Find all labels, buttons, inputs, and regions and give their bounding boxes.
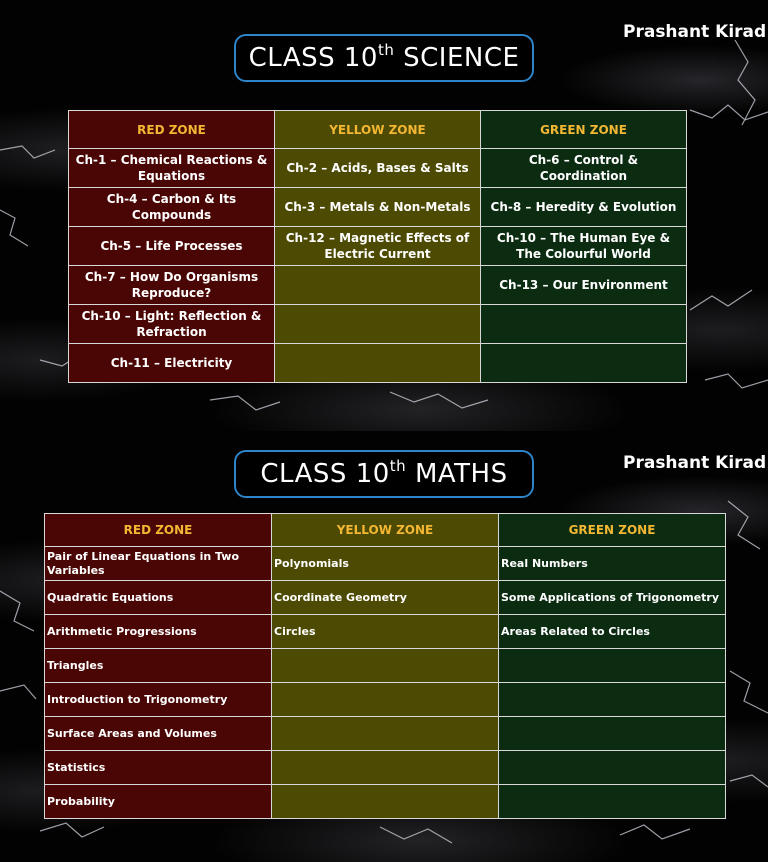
red-zone-cell: Ch-5 – Life Processes [69, 227, 275, 266]
yellow-zone-cell: Circles [272, 615, 499, 649]
table-row [45, 547, 726, 581]
green-zone-cell [499, 683, 726, 717]
table-header-row [69, 111, 687, 149]
green-zone-cell [481, 344, 687, 383]
yellow-zone-header: YELLOW ZONE [275, 111, 481, 149]
yellow-zone-cell [275, 344, 481, 383]
green-zone-cell: Some Applications of Trigonometry [499, 581, 726, 615]
table-row [45, 615, 726, 649]
red-zone-header: RED ZONE [69, 111, 275, 149]
red-zone-cell: Arithmetic Progressions [45, 615, 272, 649]
table-row [69, 344, 687, 383]
brand-name: Prashant Kirad [623, 453, 767, 473]
table-row [45, 649, 726, 683]
green-zone-cell: Ch-10 – The Human Eye & The Colourful World [481, 227, 687, 266]
red-zone-cell: Ch-7 – How Do Organisms Reproduce? [69, 266, 275, 305]
red-zone-cell: Ch-10 – Light: Reflection & Refraction [69, 305, 275, 344]
red-zone-cell: Ch-4 – Carbon & Its Compounds [69, 188, 275, 227]
science-zone-table [68, 110, 687, 383]
table-row [45, 683, 726, 717]
table-header-row [45, 514, 726, 547]
red-zone-cell: Surface Areas and Volumes [45, 717, 272, 751]
red-zone-cell: Ch-11 – Electricity [69, 344, 275, 383]
yellow-zone-cell [272, 717, 499, 751]
table-row [69, 227, 687, 266]
yellow-zone-cell [275, 266, 481, 305]
green-zone-cell: Real Numbers [499, 547, 726, 581]
green-zone-header: GREEN ZONE [481, 111, 687, 149]
yellow-zone-cell: Polynomials [272, 547, 499, 581]
yellow-zone-cell [272, 751, 499, 785]
yellow-zone-cell: Ch-2 – Acids, Bases & Salts [275, 149, 481, 188]
red-zone-cell: Pair of Linear Equations in Two Variables [45, 547, 272, 581]
red-zone-cell: Statistics [45, 751, 272, 785]
table-row [45, 751, 726, 785]
green-zone-cell: Ch-6 – Control & Coordination [481, 149, 687, 188]
green-zone-cell: Ch-8 – Heredity & Evolution [481, 188, 687, 227]
page-title: CLASS 10th SCIENCE [234, 34, 534, 82]
green-zone-cell [499, 717, 726, 751]
yellow-zone-cell [272, 683, 499, 717]
page-title: CLASS 10th MATHS [234, 450, 534, 498]
yellow-zone-cell: Ch-3 – Metals & Non-Metals [275, 188, 481, 227]
green-zone-cell: Ch-13 – Our Environment [481, 266, 687, 305]
yellow-zone-cell [272, 649, 499, 683]
red-zone-cell: Quadratic Equations [45, 581, 272, 615]
red-zone-cell: Ch-1 – Chemical Reactions & Equations [69, 149, 275, 188]
table-row [45, 581, 726, 615]
red-zone-cell: Triangles [45, 649, 272, 683]
yellow-zone-header: YELLOW ZONE [272, 514, 499, 547]
red-zone-header: RED ZONE [45, 514, 272, 547]
table-row [45, 785, 726, 819]
brand-name: Prashant Kirad [623, 22, 767, 42]
maths-zone-table [44, 513, 726, 819]
yellow-zone-cell: Ch-12 – Magnetic Effects of Electric Current [275, 227, 481, 266]
table-row [69, 266, 687, 305]
green-zone-cell [499, 785, 726, 819]
green-zone-cell [481, 305, 687, 344]
table-row [69, 305, 687, 344]
maths-panel [0, 431, 768, 862]
green-zone-header: GREEN ZONE [499, 514, 726, 547]
green-zone-cell [499, 649, 726, 683]
table-row [45, 717, 726, 751]
table-row [69, 188, 687, 227]
table-row [69, 149, 687, 188]
yellow-zone-cell: Coordinate Geometry [272, 581, 499, 615]
green-zone-cell: Areas Related to Circles [499, 615, 726, 649]
red-zone-cell: Introduction to Trigonometry [45, 683, 272, 717]
red-zone-cell: Probability [45, 785, 272, 819]
yellow-zone-cell [272, 785, 499, 819]
green-zone-cell [499, 751, 726, 785]
yellow-zone-cell [275, 305, 481, 344]
